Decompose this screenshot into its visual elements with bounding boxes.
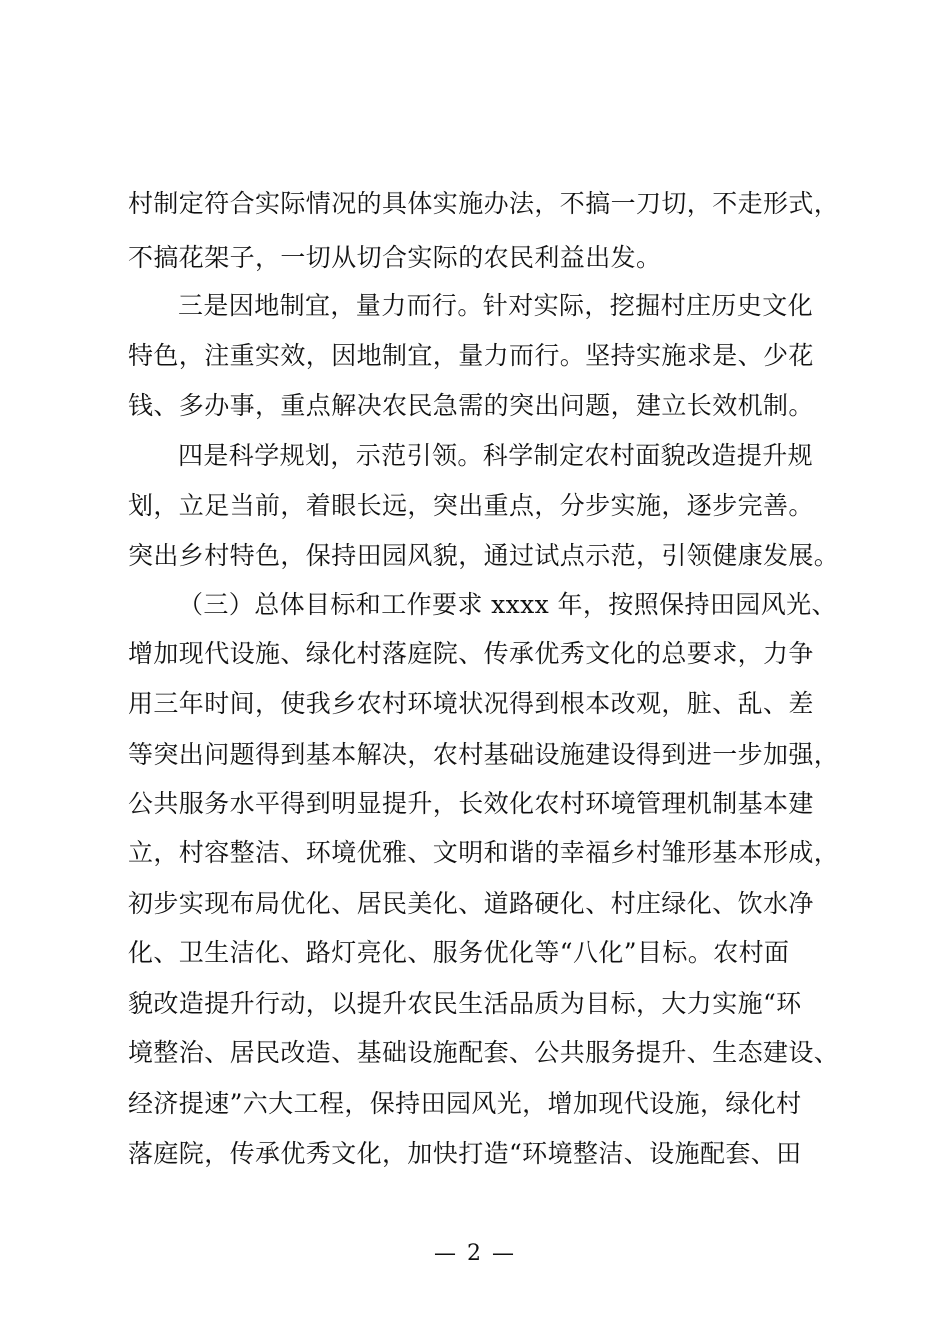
text-line: 突出乡村特色，保持田园风貌，通过试点示范，引领健康发展。 [128, 541, 840, 570]
text-line: 不搞花架子，一切从切合实际的农民利益出发。 [128, 243, 662, 272]
text-line: 钱、多办事，重点解决农民急需的突出问题，建立长效机制。 [128, 391, 814, 420]
text-line: 村制定符合实际情况的具体实施办法，不搞一刀切，不走形式， [128, 189, 840, 218]
text-line: 经济提速”六大工程，保持田园风光，增加现代设施，绿化村 [128, 1089, 802, 1118]
text-line: 四是科学规划，示范引领。科学制定农村面貌改造提升规 [178, 441, 814, 470]
text-line: 落庭院，传承优秀文化，加快打造“环境整洁、设施配套、田 [128, 1139, 802, 1168]
text-line: 等突出问题得到基本解决，农村基础设施建设得到进一步加强， [128, 740, 840, 769]
text-line: 化、卫生洁化、路灯亮化、服务优化等“八化”目标。农村面 [128, 938, 790, 967]
text-line: 境整治、居民改造、基础设施配套、公共服务提升、生态建设、 [128, 1038, 840, 1067]
text-line: 公共服务水平得到明显提升，长效化农村环境管理机制基本建 [128, 789, 814, 818]
text-line: 增加现代设施、绿化村落庭院、传承优秀文化的总要求，力争 [128, 639, 814, 668]
text-line: 立，村容整洁、环境优雅、文明和谐的幸福乡村雏形基本形成， [128, 838, 840, 867]
text-line: 三是因地制宜，量力而行。针对实际，挖掘村庄历史文化 [178, 291, 814, 320]
text-line: （三）总体目标和工作要求 xxxx 年，按照保持田园风光、 [178, 590, 837, 619]
text-line: 用三年时间，使我乡农村环境状况得到根本改观，脏、乱、差 [128, 689, 814, 718]
text-line: 特色，注重实效，因地制宜，量力而行。坚持实施求是、少花 [128, 341, 814, 370]
text-line: 划，立足当前，着眼长远，突出重点，分步实施，逐步完善。 [128, 491, 814, 520]
text-line: 貌改造提升行动，以提升农民生活品质为目标，大力实施“环 [128, 989, 802, 1018]
text-line: 初步实现布局优化、居民美化、道路硬化、村庄绿化、饮水净 [128, 889, 814, 918]
page-number: — 2 — [434, 1241, 516, 1266]
